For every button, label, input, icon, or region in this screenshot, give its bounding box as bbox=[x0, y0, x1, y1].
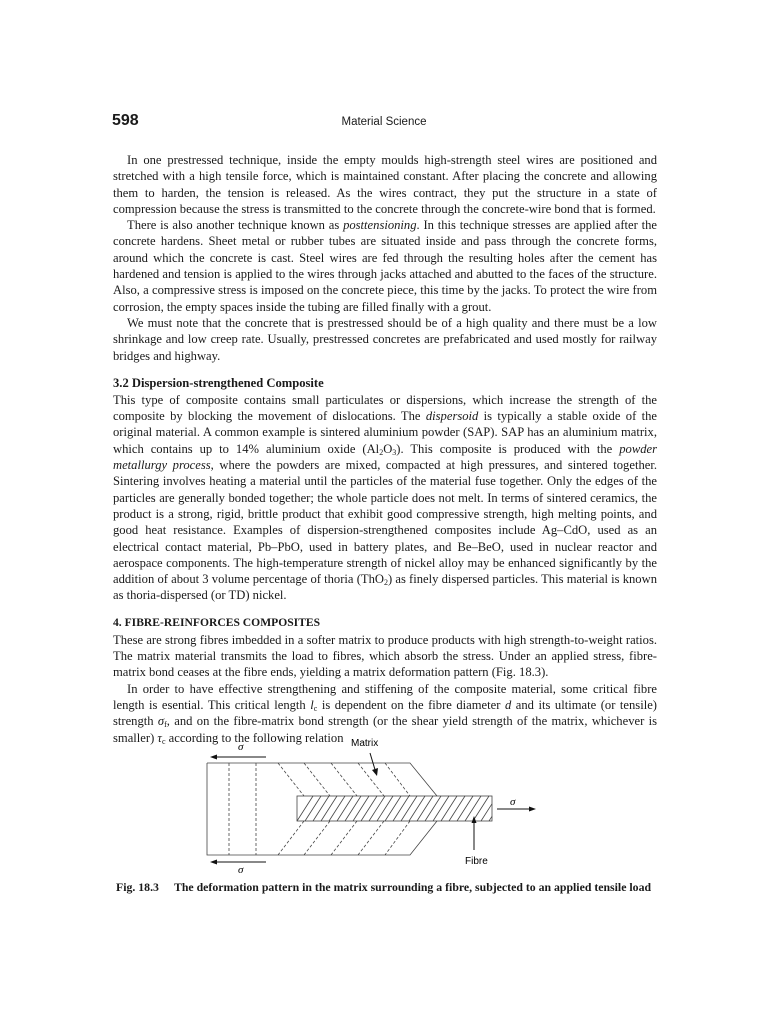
hatch-line bbox=[425, 796, 441, 821]
text-run: , and on the fibre-matrix bond strength (or the shear yield strength of the matrix, whichever is smaller) bbox=[113, 714, 657, 745]
matrix-outline bbox=[207, 763, 437, 855]
matrix-deformation-lines bbox=[229, 763, 410, 855]
text-run: . In this technique stresses are applied after the concrete hardens. Sheet metal or rubber tubes are situated inside and pass through the concrete forms, around which the concrete is cast. Steel wires are fed through the resulting holes after the cement has hardened and tension is applied to the wires through jacks attached and abutted to the faces of the structure. Also, a compressive stress is imposed on the concrete piece, this time by the jacks. To protect the wire from corrosion, the empty spaces inside the tubing are filled finally with a grout. bbox=[113, 218, 657, 314]
matrix-label: Matrix bbox=[351, 738, 379, 749]
hatch-line bbox=[409, 796, 425, 821]
sigma-label-right: σ bbox=[510, 796, 516, 808]
hatch-line bbox=[441, 796, 457, 821]
text-run: 3 bbox=[392, 447, 397, 457]
text-run: l bbox=[310, 697, 314, 712]
text-run: is dependent on the fibre diameter bbox=[317, 697, 505, 712]
text-run: d bbox=[504, 697, 512, 712]
text-run: In order to have effective strengthening and stiffening of the composite material, some critical fibre length is esential. This critical length bbox=[113, 681, 657, 712]
hatch-line bbox=[329, 796, 345, 821]
hatch-line bbox=[393, 796, 409, 821]
hatch-line bbox=[345, 796, 361, 821]
text-run: This type of composite contains small particulates or dispersions, which increase the strength of the composite by blocking the movement of dislocations. The bbox=[113, 392, 657, 424]
hatch-line bbox=[305, 796, 321, 821]
text-run: 2 bbox=[379, 447, 384, 457]
hatch-line bbox=[337, 796, 353, 821]
hatch-line bbox=[433, 796, 449, 821]
text-run: f bbox=[164, 720, 167, 730]
fibre-label: Fibre bbox=[465, 856, 488, 867]
text-run: τ bbox=[157, 730, 162, 745]
text-run: σ bbox=[157, 714, 165, 729]
text-run: There is also another technique known as bbox=[127, 218, 344, 233]
hatch-line bbox=[321, 796, 337, 821]
text-run: In one prestressed technique, inside the empty moulds high-strength steel wires are positioned and stretched with a high tensile force, which is maintained constant. After placing the concrete and allowing them to harden, the tension is released. As the wires contract, they put the structure in a state of compression because the stress is transmitted to the concrete through the concrete-wire bond that is formed. bbox=[113, 153, 657, 216]
text-run: c bbox=[313, 703, 318, 713]
hatch-line bbox=[377, 796, 393, 821]
sigma-label-bottom: σ bbox=[238, 864, 244, 876]
hatch-line bbox=[401, 796, 417, 821]
text-run: according to the following relation bbox=[165, 730, 344, 745]
hatch-line bbox=[369, 796, 385, 821]
hatch-line bbox=[361, 796, 377, 821]
text-run: These are strong fibres imbedded in a softer matrix to produce products with high strength-to-weight ratios. The matrix material transmits the load to fibres, which absorb the stress. Under an applied stress, fibre-matrix bond ceases at the fibre ends, yielding a matrix deformation pattern (Fig. 18.3). bbox=[113, 632, 657, 680]
text-run: posttensioning bbox=[343, 218, 417, 233]
hatch-line bbox=[489, 816, 492, 821]
hatch-line bbox=[313, 796, 329, 821]
text-run: , where the powders are mixed, compacted at high pressures, and sintered together. Sintering involves heating a material until the particles of the material fuse together. Only the edges of the particles are generally bonded together; the whole particle does not melt. In terms of sintered ceramics, the product is a strong, rigid, brittle product that exhibit good compressive strength, high melting points, and good heat resistance. Examples of dispersion-strengthened composites include Ag–CdO, used as an electrical contact material, Pb–PbO, used in battery plates, and Be–BeO, used in nuclear reactor and aerospace components. The high-temperature strength of nickel alloy may be enhanced significantly by the addition of about 3 volume percentage of thoria (ThO bbox=[113, 458, 657, 587]
text-run: ) as finely dispersed particles. This material is known as thoria-dispersed (or TD) nickel. bbox=[113, 572, 657, 603]
text-run: O bbox=[383, 441, 393, 456]
text-run: is typically a stable oxide of the original material. A common example is sintered aluminium powder (SAP). SAP has an aluminium matrix, which contains up to 14% aluminium oxide (Al bbox=[113, 409, 658, 456]
running-title: Material Science bbox=[341, 116, 427, 128]
hatch-line bbox=[449, 796, 465, 821]
page-number: 598 bbox=[112, 112, 139, 129]
text-run: 2 bbox=[383, 578, 388, 588]
hatch-line bbox=[417, 796, 433, 821]
hatch-line bbox=[385, 796, 401, 821]
hatch-line bbox=[465, 796, 481, 821]
hatch-line bbox=[457, 796, 473, 821]
text-run: dispersoid bbox=[425, 409, 479, 424]
text-run: powder metallurgy process bbox=[113, 441, 657, 473]
sigma-label-top: σ bbox=[238, 741, 244, 753]
text-run: We must note that the concrete that is prestressed should be of a high quality and there must be a low shrinkage and low creep rate. Usually, prestressed concretes are prefabricated and used mostly for railway bridges and highway. bbox=[113, 315, 657, 363]
fibre-hatching bbox=[297, 796, 492, 821]
figure-caption-text: The deformation pattern in the matrix surrounding a fibre, subjected to an applied tensile load bbox=[174, 880, 652, 894]
hatch-line bbox=[297, 796, 313, 821]
text-run: 3.2 Dispersion-strengthened Composite bbox=[113, 375, 324, 390]
text-run: and its ultimate (or tensile) strength bbox=[113, 697, 657, 729]
text-run: c bbox=[161, 736, 166, 746]
text-run: 4. FIBRE-REINFORCES COMPOSITES bbox=[113, 615, 321, 629]
hatch-line bbox=[473, 796, 489, 821]
figure-caption bbox=[116, 880, 656, 895]
text-run: ). This composite is produced with the bbox=[396, 441, 620, 456]
figure-caption-label: Fig. 18.3 bbox=[116, 880, 159, 894]
hatch-line bbox=[353, 796, 369, 821]
